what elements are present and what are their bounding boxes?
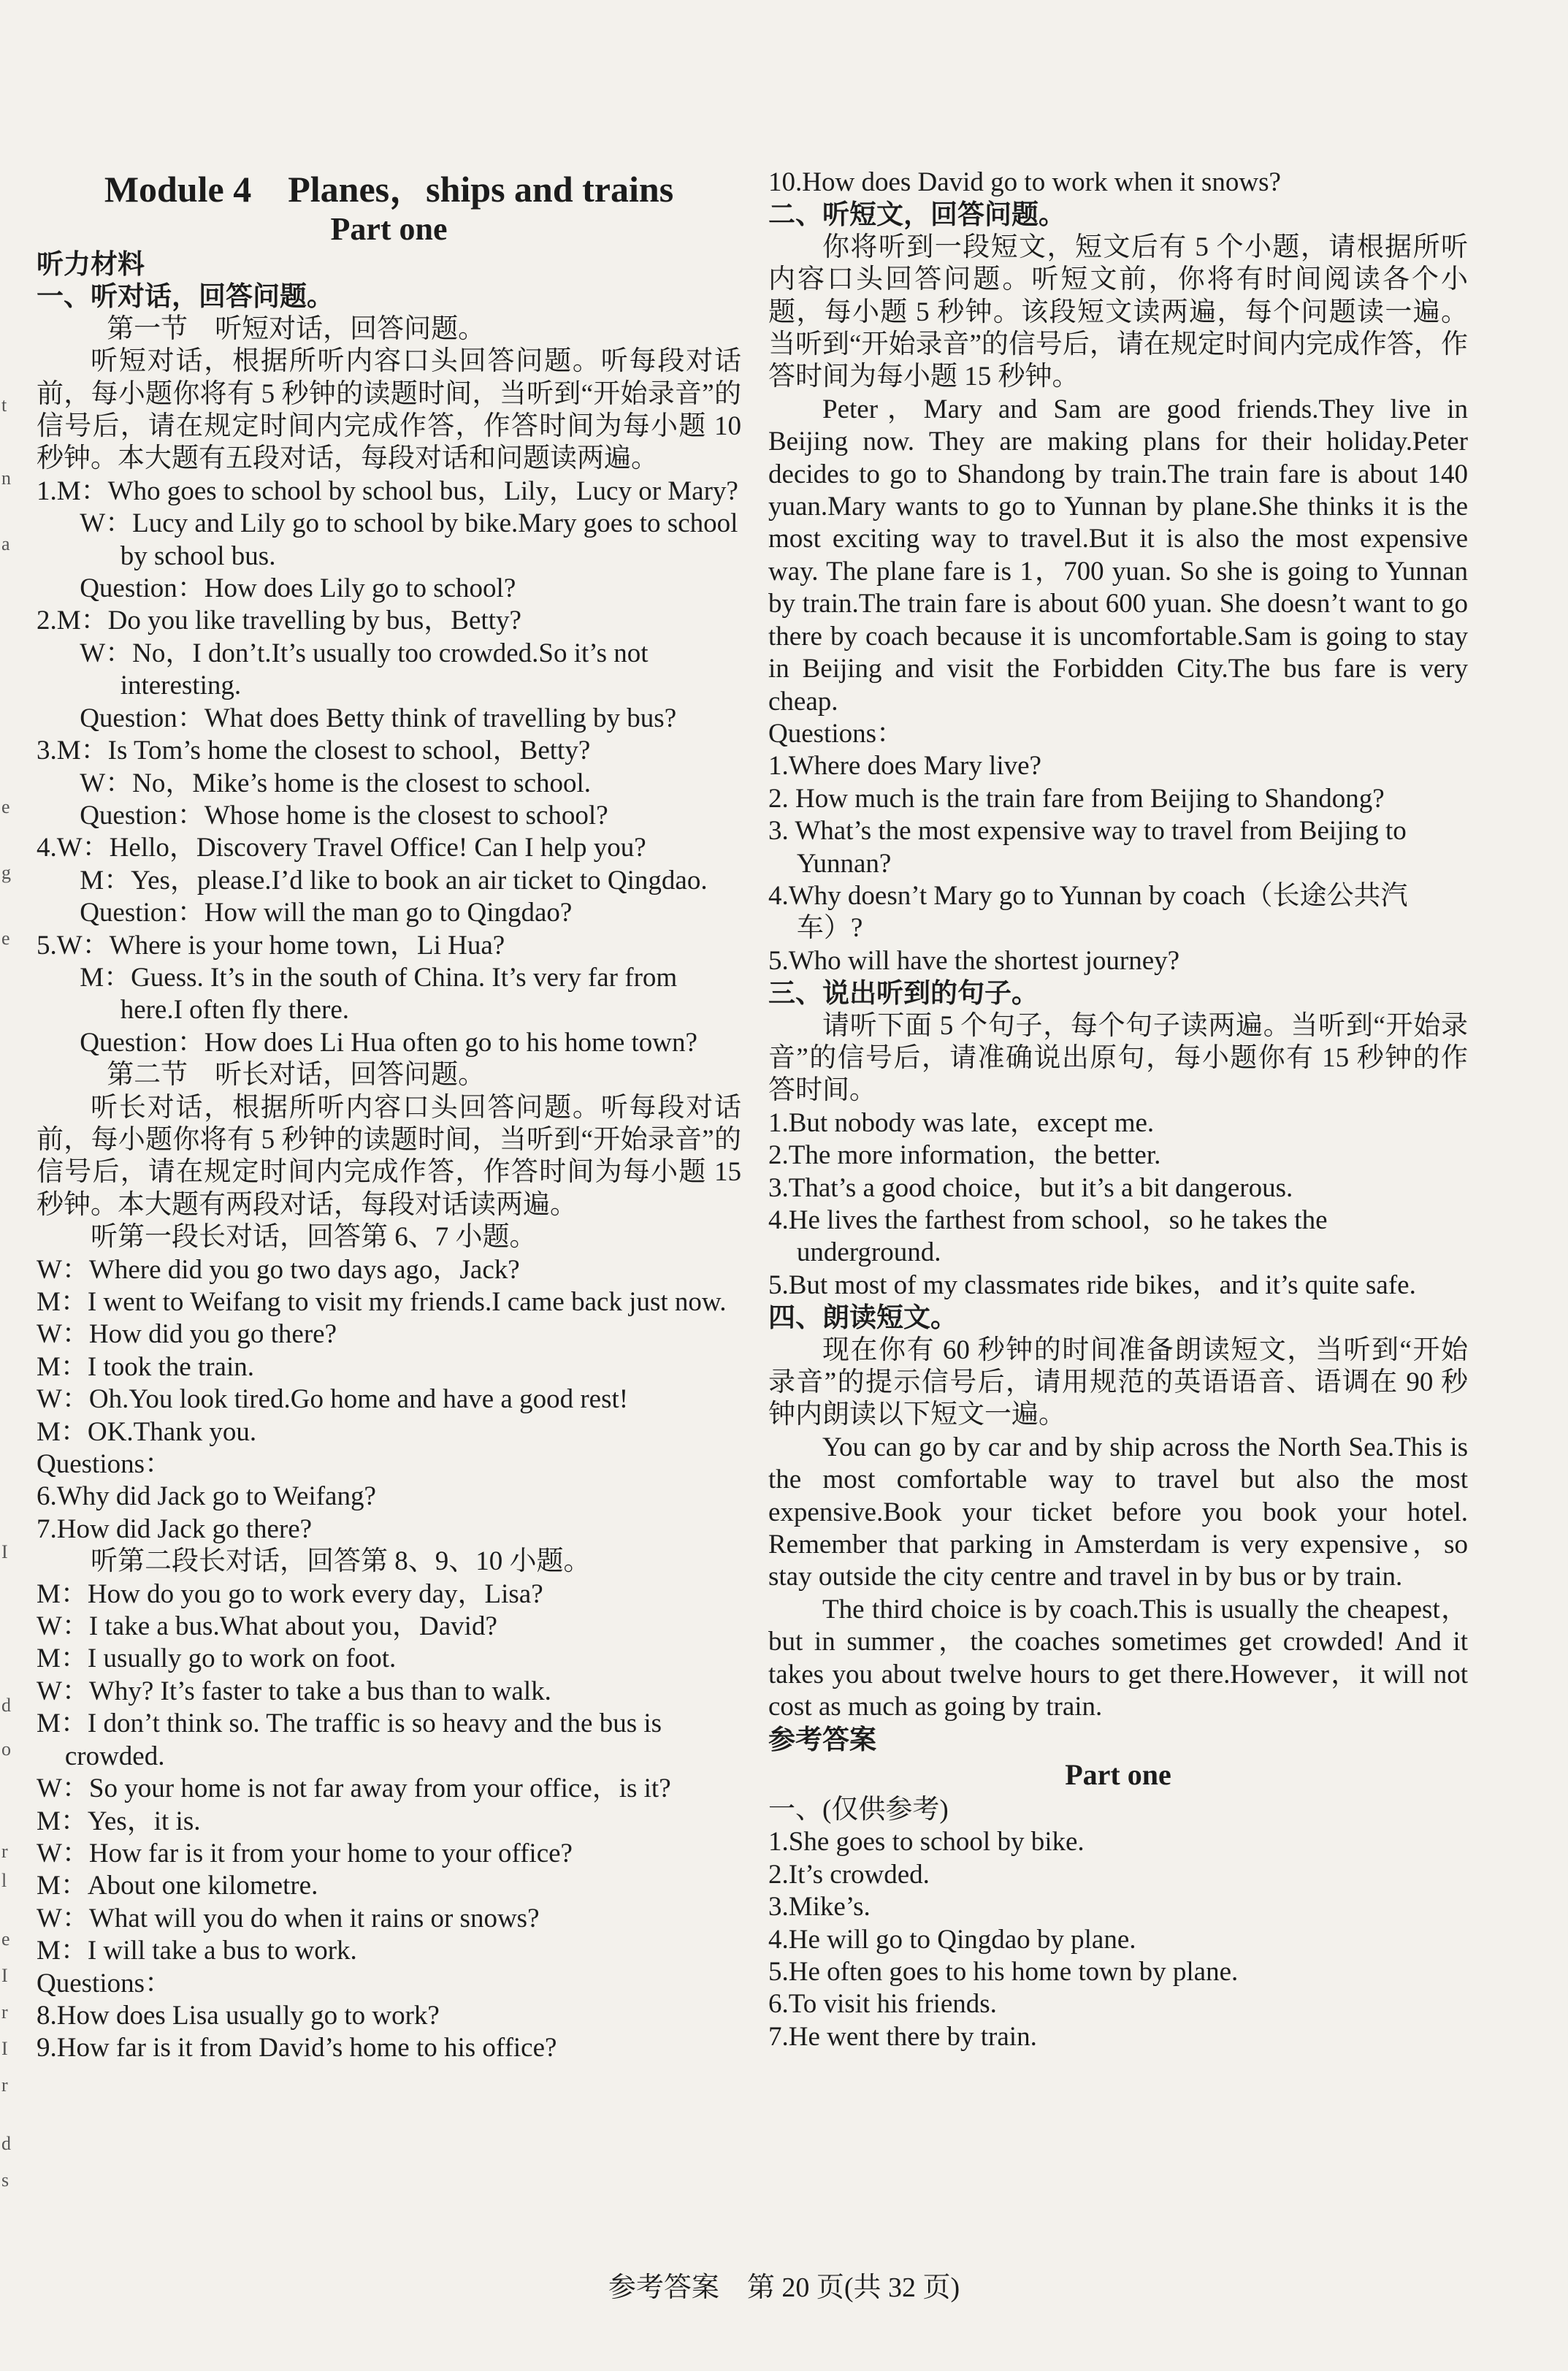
list-item: 6.Why did Jack go to Weifang?	[37, 1481, 376, 1512]
dialogue-line: M：Guess. It’s in the south of China. It’s very far from here.I often fly there.	[80, 962, 678, 1026]
dialogue-line: Question：How does Lily go to school?	[80, 573, 516, 604]
list-item: W：Where did you go two days ago，Jack?	[37, 1254, 520, 1285]
margin-mark: d	[1, 1695, 11, 1716]
dialogue-line: W：Lucy and Lily go to school by bike.Mary goes to school by school bus.	[80, 508, 738, 571]
list-item: M：OK.Thank you.	[37, 1416, 257, 1447]
list-item: 1.Where does Mary live?	[768, 751, 1041, 782]
paragraph: 听第一段长对话，回答第 6、7 小题。	[91, 1222, 537, 1253]
margin-mark: r	[1, 2074, 8, 2096]
list-item: M：I will take a bus to work.	[37, 1936, 357, 1966]
list-item: 2.The more information，the better.	[768, 1140, 1161, 1171]
section-heading: 三、说出听到的句子。	[768, 977, 1039, 1009]
margin-mark: e	[1, 1928, 10, 1950]
binding-margin-marks	[0, 0, 18, 2371]
list-item: M：Yes，it is.	[37, 1806, 201, 1836]
margin-mark: e	[1, 796, 10, 817]
list-item: 1.M：Who goes to school by school bus，Lily，Lucy or Mary?	[37, 476, 738, 506]
paragraph: 听第二段长对话，回答第 8、9、10 小题。	[91, 1546, 591, 1577]
dialogue-line: Question：How will the man go to Qingdao?	[80, 898, 573, 928]
list-item: M：I took the train.	[37, 1351, 255, 1382]
list-item: 4.Why doesn’t Mary go to Yunnan by coach（长途公共汽车）?	[768, 880, 1408, 944]
section-heading: 参考答案	[768, 1723, 876, 1755]
list-item: 3.That’s a good choice，but it’s a bit dangerous.	[768, 1172, 1293, 1203]
margin-mark: a	[1, 533, 10, 554]
margin-mark: r	[1, 2001, 8, 2023]
margin-mark: o	[1, 1738, 11, 1760]
left-column-body	[37, 248, 741, 2065]
list-item: W：I take a bus.What about you，David?	[37, 1611, 497, 1642]
list-item: W：Oh.You look tired.Go home and have a good rest!	[37, 1384, 629, 1415]
margin-mark: I	[1, 1541, 8, 1562]
list-item: 1.She goes to school by bike.	[768, 1827, 1085, 1858]
text-line: 一、(仅供参考)	[768, 1794, 949, 1825]
dialogue-line: W：No，Mike’s home is the closest to school.	[80, 768, 592, 798]
list-item: 2. How much is the train fare from Beijing to Shandong?	[768, 783, 1385, 814]
paragraph: The third choice is by coach.This is usually the cheapest，but in summer，the coaches sometimes get crowded! And it takes you about twelve hours to get there.However，it will not cost as much as going by train.	[768, 1594, 1468, 1722]
list-item: 4.He will go to Qingdao by plane.	[768, 1924, 1136, 1955]
margin-mark: g	[1, 862, 11, 883]
list-item: 8.How does Lisa usually go to work?	[37, 2000, 440, 2031]
dialogue-line: Question：Whose home is the closest to school?	[80, 800, 608, 831]
page-footer: 参考答案 第 20 页(共 32 页)	[608, 2272, 960, 2303]
list-item: 10.How does David go to work when it snows?	[768, 167, 1281, 197]
right-column-body	[768, 167, 1468, 2053]
list-item: M：I usually go to work on foot.	[37, 1643, 397, 1674]
list-item: 7.How did Jack go there?	[37, 1513, 313, 1544]
paragraph: 你将听到一段短文，短文后有 5 个小题，请根据所听内容口头回答问题。听短文前，你将有时间阅读各个小题，每小题 5 秒钟。该段短文读两遍，每个问题读一遍。当听到“开始录音”的信号后，请在规定时间内完成作答，作答时间为每小题 15 秒钟。	[768, 232, 1468, 392]
list-item: 6.To visit his friends.	[768, 1989, 997, 2020]
answer-part-title: Part one	[1065, 1757, 1171, 1791]
list-item: W：How did you go there?	[37, 1319, 337, 1350]
list-item: 3.M：Is Tom’s home the closest to school，Betty?	[37, 736, 591, 766]
margin-mark: l	[1, 1870, 7, 1891]
margin-mark: s	[1, 2169, 9, 2191]
list-item: 3. What’s the most expensive way to travel from Beijing to Yunnan?	[768, 816, 1407, 879]
list-item: 5.He often goes to his home town by plane.	[768, 1956, 1239, 1987]
list-item: 4.W：Hello，Discovery Travel Office! Can I help you?	[37, 833, 646, 863]
margin-mark: d	[1, 2133, 11, 2154]
section-heading: 二、听短文，回答问题。	[768, 199, 1066, 231]
list-item: 2.It’s crowded.	[768, 1859, 930, 1890]
list-item: 7.He went there by train.	[768, 2021, 1037, 2052]
paragraph: 请听下面 5 个句子，每个句子读两遍。当听到“开始录音”的信号后，请准确说出原句，每小题你有 15 秒钟的作答时间。	[768, 1010, 1468, 1106]
section-heading: 一、听对话，回答问题。	[37, 280, 334, 313]
right-column	[768, 167, 1468, 2053]
subsection-heading: 第二节 听长对话，回答问题。	[107, 1060, 486, 1091]
list-item: M：About one kilometre.	[37, 1871, 318, 1901]
list-item: 5.W：Where is your home town，Li Hua?	[37, 930, 505, 961]
margin-mark: I	[1, 1965, 8, 1986]
list-item: W：How far is it from your home to your office?	[37, 1838, 573, 1868]
dialogue-line: Question：How does Li Hua often go to his home town?	[80, 1027, 697, 1058]
list-item: Questions：	[768, 718, 903, 749]
list-item: M：How do you go to work every day，Lisa?	[37, 1578, 543, 1609]
part-title: Part one	[330, 211, 448, 247]
list-item: 3.Mike’s.	[768, 1892, 871, 1923]
module-title: Module 4 Planes，ships and trains	[104, 169, 674, 210]
list-item: 5.But most of my classmates ride bikes，and it’s quite safe.	[768, 1270, 1416, 1300]
dialogue-line: M：Yes，please.I’d like to book an air ticket to Qingdao.	[80, 865, 708, 896]
list-item: Questions：	[37, 1968, 172, 1998]
list-item: Questions：	[37, 1449, 172, 1480]
paragraph: 听短对话，根据所听内容口头回答问题。听每段对话前，每小题你将有 5 秒钟的读题时间，当听到“开始录音”的信号后，请在规定时间内完成作答，作答时间为每小题 10 秒钟。本大题有五段对话，每段对话和问题读两遍。	[37, 346, 741, 474]
left-column	[37, 168, 741, 2065]
list-item: 1.But nobody was late，except me.	[768, 1107, 1155, 1138]
paragraph: Peter，Mary and Sam are good friends.They live in Beijing now. They are making plans for their holiday.Peter decides to go to Shandong by train.The train fare is about 140 yuan.Mary wants to go to Yunnan by plane.She thinks it is the most exciting way to travel.But it is also the most expensive way. The plane fare is 1，700 yuan. So she is going to Yunnan by train.The train fare is about 600 yuan. She doesn’t want to go there by coach because it is uncomfortable.Sam is going to stay in Beijing and visit the Forbidden City.The bus fare is very cheap.	[768, 394, 1468, 717]
paragraph: 听长对话，根据所听内容口头回答问题。听每段对话前，每小题你将有 5 秒钟的读题时间，当听到“开始录音”的信号后，请在规定时间内完成作答，作答时间为每小题 15 秒钟。本大题有两段对话，每段对话读两遍。	[37, 1092, 741, 1220]
list-item: W：What will you do when it rains or snows?	[37, 1903, 540, 1933]
list-item: W：So your home is not far away from your office，is it?	[37, 1774, 671, 1804]
dialogue-line: W：No，I don’t.It’s usually too crowded.So it’s not interesting.	[80, 638, 649, 701]
list-item: 9.How far is it from David’s home to his office?	[37, 2033, 557, 2063]
subsection-heading: 第一节 听短对话，回答问题。	[107, 313, 486, 344]
list-item: W：Why? It’s faster to take a bus than to walk.	[37, 1676, 551, 1706]
margin-mark: e	[1, 928, 10, 949]
list-item: 5.Who will have the shortest journey?	[768, 945, 1180, 976]
list-item: M：I went to Weifang to visit my friends.I came back just now.	[37, 1287, 727, 1317]
margin-mark: I	[1, 2038, 8, 2059]
margin-mark: n	[1, 467, 11, 489]
section-heading: 听力材料	[37, 248, 145, 280]
list-item: 2.M：Do you like travelling by bus，Betty?	[37, 606, 521, 636]
list-item: M：I don’t think so. The traffic is so heavy and the bus is crowded.	[37, 1708, 662, 1771]
dialogue-line: Question：What does Betty think of travelling by bus?	[80, 703, 677, 733]
paragraph: You can go by car and by ship across the North Sea.This is the most comfortable way to travel but also the most expensive.Book your ticket before you book your hotel. Remember that parking in Amsterdam is very expensive，so stay outside the city centre and travel in by bus or by train.	[768, 1432, 1468, 1592]
paragraph: 现在你有 60 秒钟的时间准备朗读短文，当听到“开始录音”的提示信号后，请用规范的英语语音、语调在 90 秒钟内朗读以下短文一遍。	[768, 1335, 1468, 1430]
list-item: 4.He lives the farthest from school，so he takes the underground.	[768, 1205, 1328, 1268]
margin-mark: t	[1, 394, 7, 416]
margin-mark: r	[1, 1841, 8, 1862]
section-heading: 四、朗读短文。	[768, 1302, 957, 1334]
